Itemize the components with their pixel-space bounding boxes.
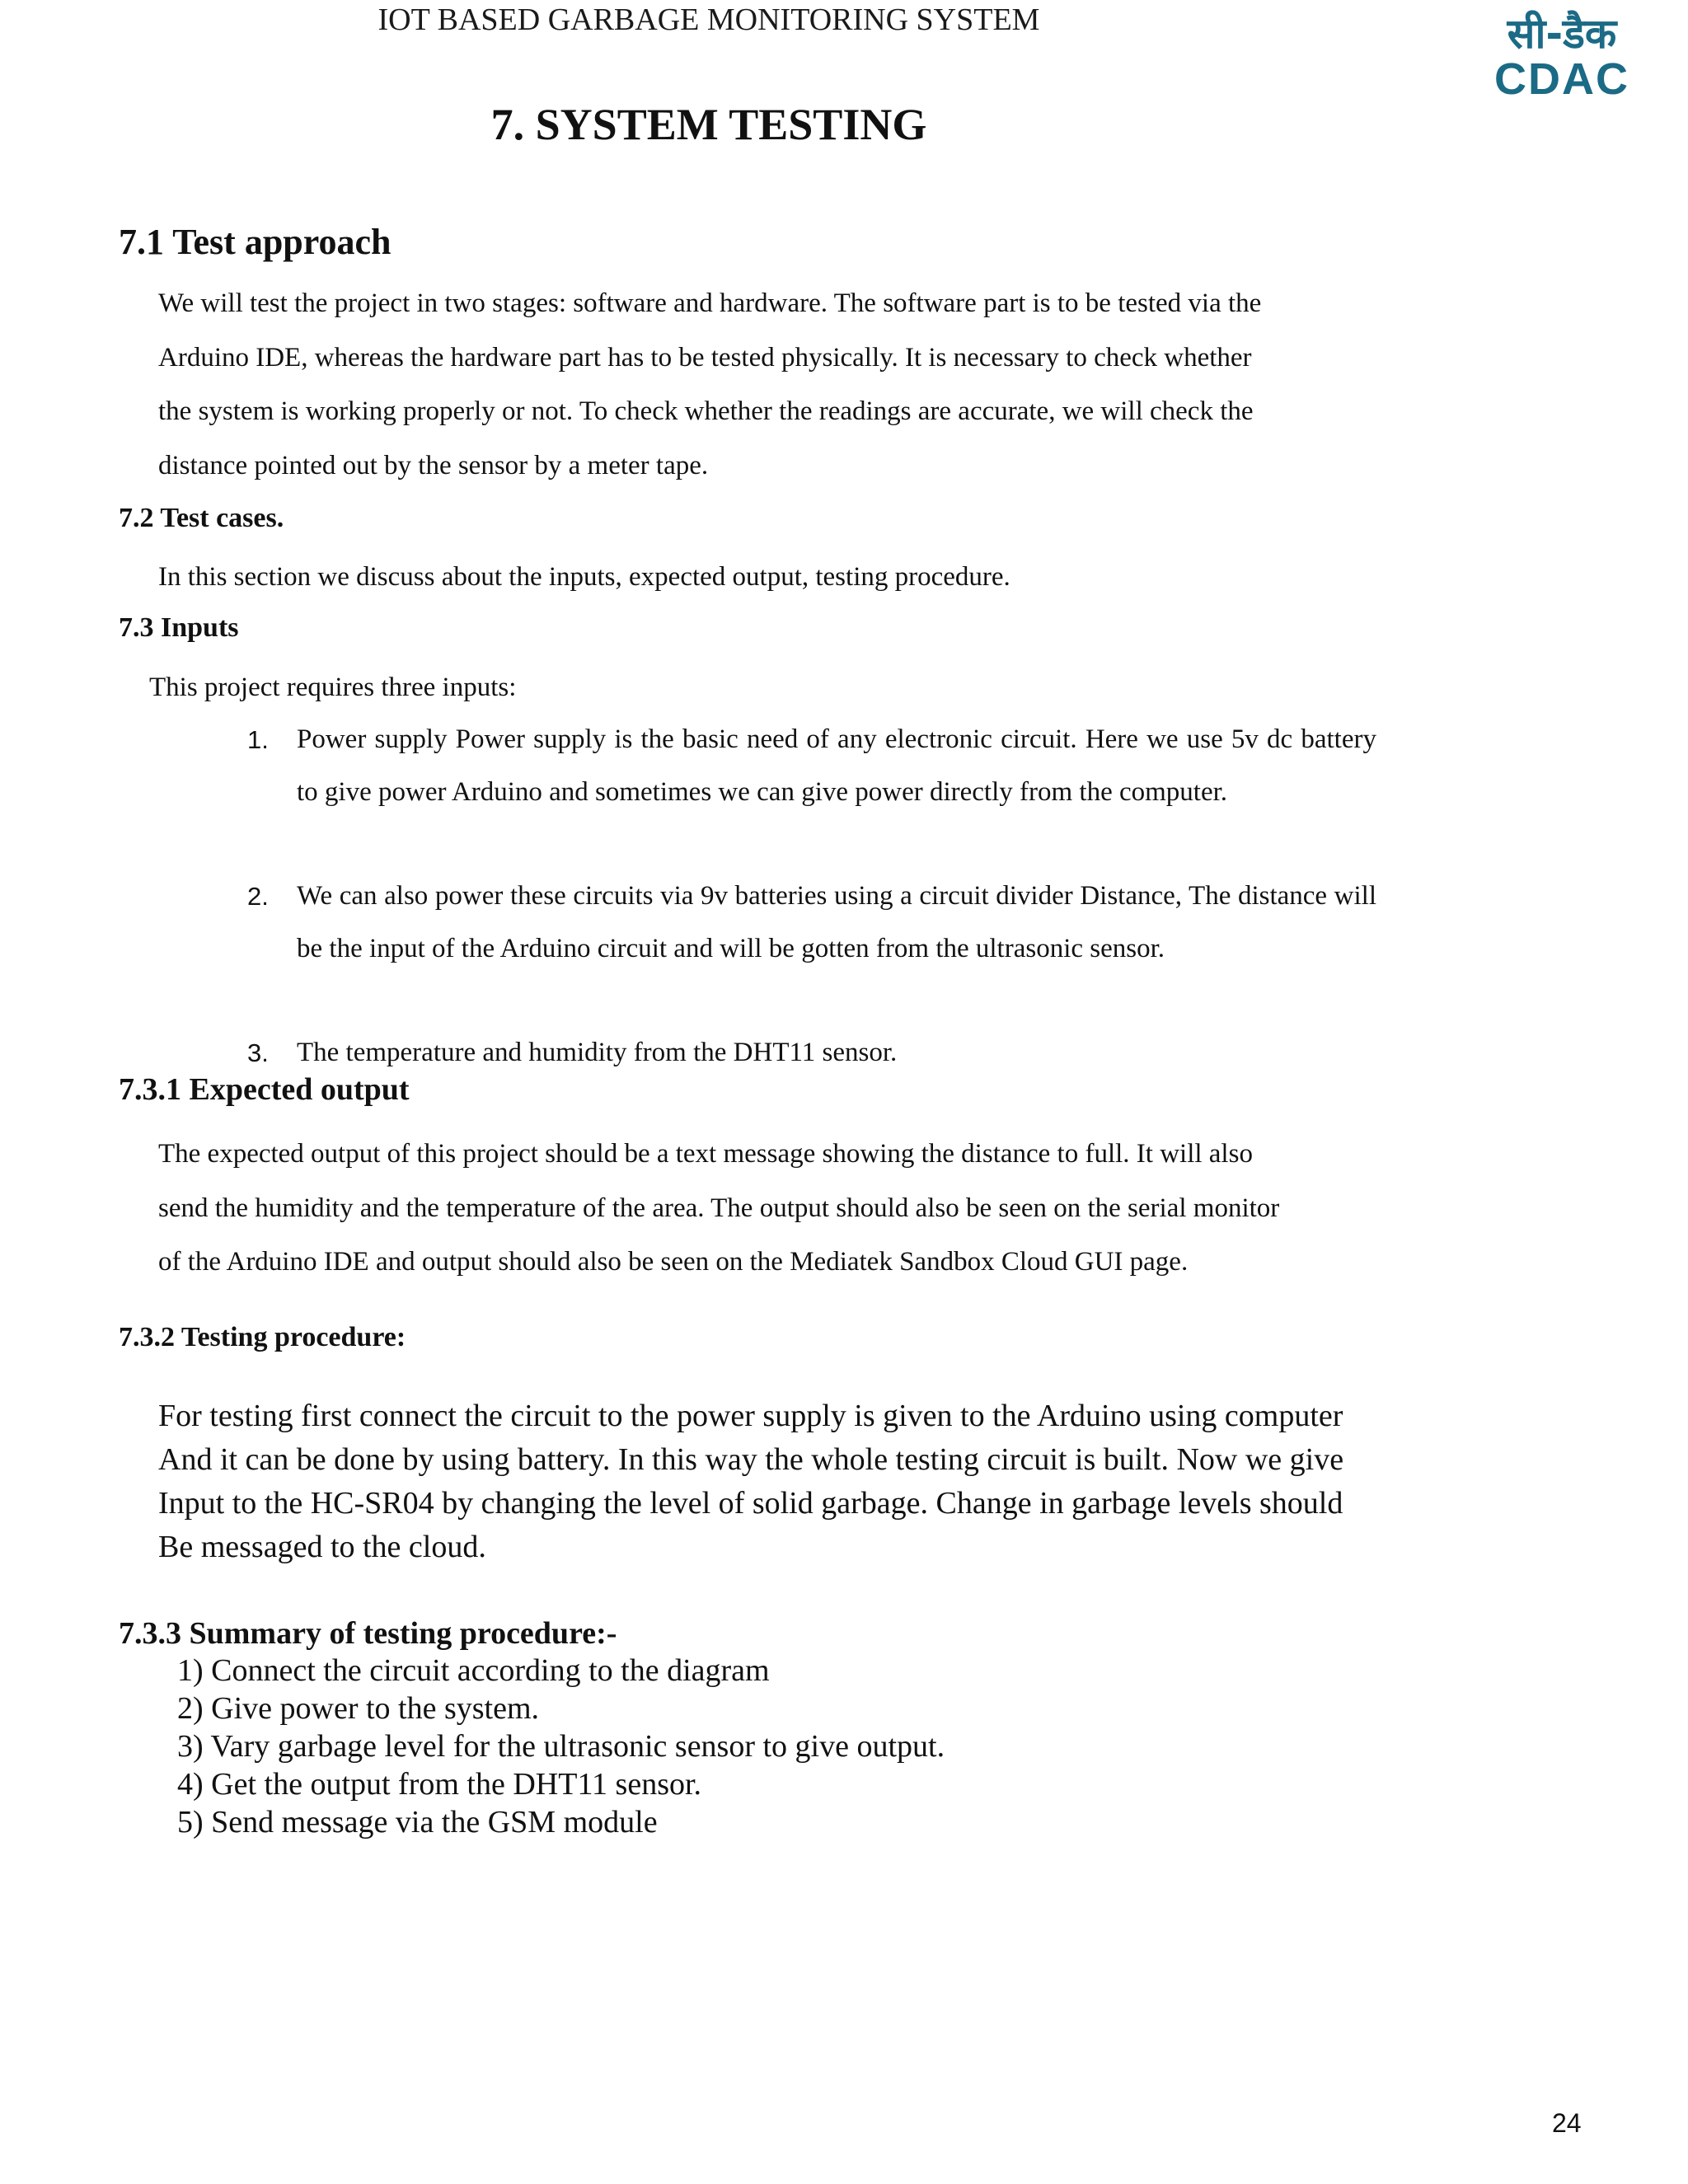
paragraph-line: of the Arduino IDE and output should also be seen on the Mediatek Sandbox Cloud GUI page. (158, 1247, 1189, 1277)
paragraph-line: The expected output of this project should be a text message showing the distance to full. It will also (158, 1139, 1253, 1169)
section-heading-test-cases: 7.2 Test cases. (119, 503, 284, 533)
summary-step: 4) Get the output from the DHT11 sensor. (177, 1767, 702, 1802)
section-heading-inputs: 7.3 Inputs (119, 612, 239, 643)
summary-step: 1) Connect the circuit according to the diagram (177, 1653, 770, 1688)
test-cases-text: In this section we discuss about the inputs, expected output, testing procedure. (158, 562, 1010, 592)
test-approach-paragraph (158, 277, 1261, 493)
paragraph-line: Arduino IDE, whereas the hardware part has to be tested physically. It is necessary to check whether (158, 342, 1252, 373)
section-heading-test-approach: 7.1 Test approach (119, 222, 392, 262)
section-heading-summary: 7.3.3 Summary of testing procedure:- (119, 1616, 617, 1651)
list-text: Power supply Power supply is the basic need of any electronic circuit. Here we use 5v dc battery to give power Arduino and sometimes we can give power directly from the computer. (297, 724, 1376, 807)
page-number: 24 (1552, 2108, 1582, 2138)
summary-step: 5) Send message via the GSM module (177, 1805, 658, 1840)
list-number: 1. (247, 725, 269, 754)
list-number: 3. (247, 1038, 269, 1067)
testing-procedure-paragraph (158, 1394, 1343, 1569)
section-heading-expected-output: 7.3.1 Expected output (119, 1072, 410, 1107)
summary-step: 2) Give power to the system. (177, 1691, 540, 1726)
cdac-logo (1492, 7, 1632, 104)
paragraph-line: Input to the HC-SR04 by changing the level of solid garbage. Change in garbage levels should (158, 1486, 1343, 1521)
paragraph-line: send the humidity and the temperature of the area. The output should also be seen on the serial monitor (158, 1193, 1280, 1223)
paragraph-line: We will test the project in two stages: software and hardware. The software part is to be tested via the (158, 288, 1262, 318)
inputs-intro: This project requires three inputs: (149, 673, 517, 702)
paragraph-line: And it can be done by using battery. In this way the whole testing circuit is built. Now we give (158, 1442, 1344, 1477)
summary-steps (177, 1652, 945, 1841)
paragraph-line: For testing first connect the circuit to the power supply is given to the Arduino using computer (158, 1399, 1343, 1433)
summary-step: 3) Vary garbage level for the ultrasonic sensor to give output. (177, 1729, 945, 1764)
paragraph-line: the system is working properly or not. To check whether the readings are accurate, we will check the (158, 396, 1254, 426)
list-text: We can also power these circuits via 9v batteries using a circuit divider Distance, The distance will be the input of the Arduino circuit and will be gotten from the ultrasonic sensor. (297, 881, 1376, 963)
running-header: IOT BASED GARBAGE MONITORING SYSTEM (377, 2, 1040, 37)
logo-english-text: CDAC (1494, 54, 1629, 104)
page-title: 7. SYSTEM TESTING (490, 100, 927, 149)
paragraph-line: distance pointed out by the sensor by a meter tape. (158, 450, 709, 480)
paragraph-line: Be messaged to the cloud. (158, 1530, 486, 1564)
list-text: The temperature and humidity from the DHT11 sensor. (297, 1038, 898, 1067)
list-number: 2. (247, 882, 269, 911)
logo-hindi-text: सी-डैक (1507, 10, 1617, 58)
section-heading-testing-procedure: 7.3.2 Testing procedure: (119, 1322, 406, 1352)
expected-output-paragraph (158, 1127, 1279, 1290)
